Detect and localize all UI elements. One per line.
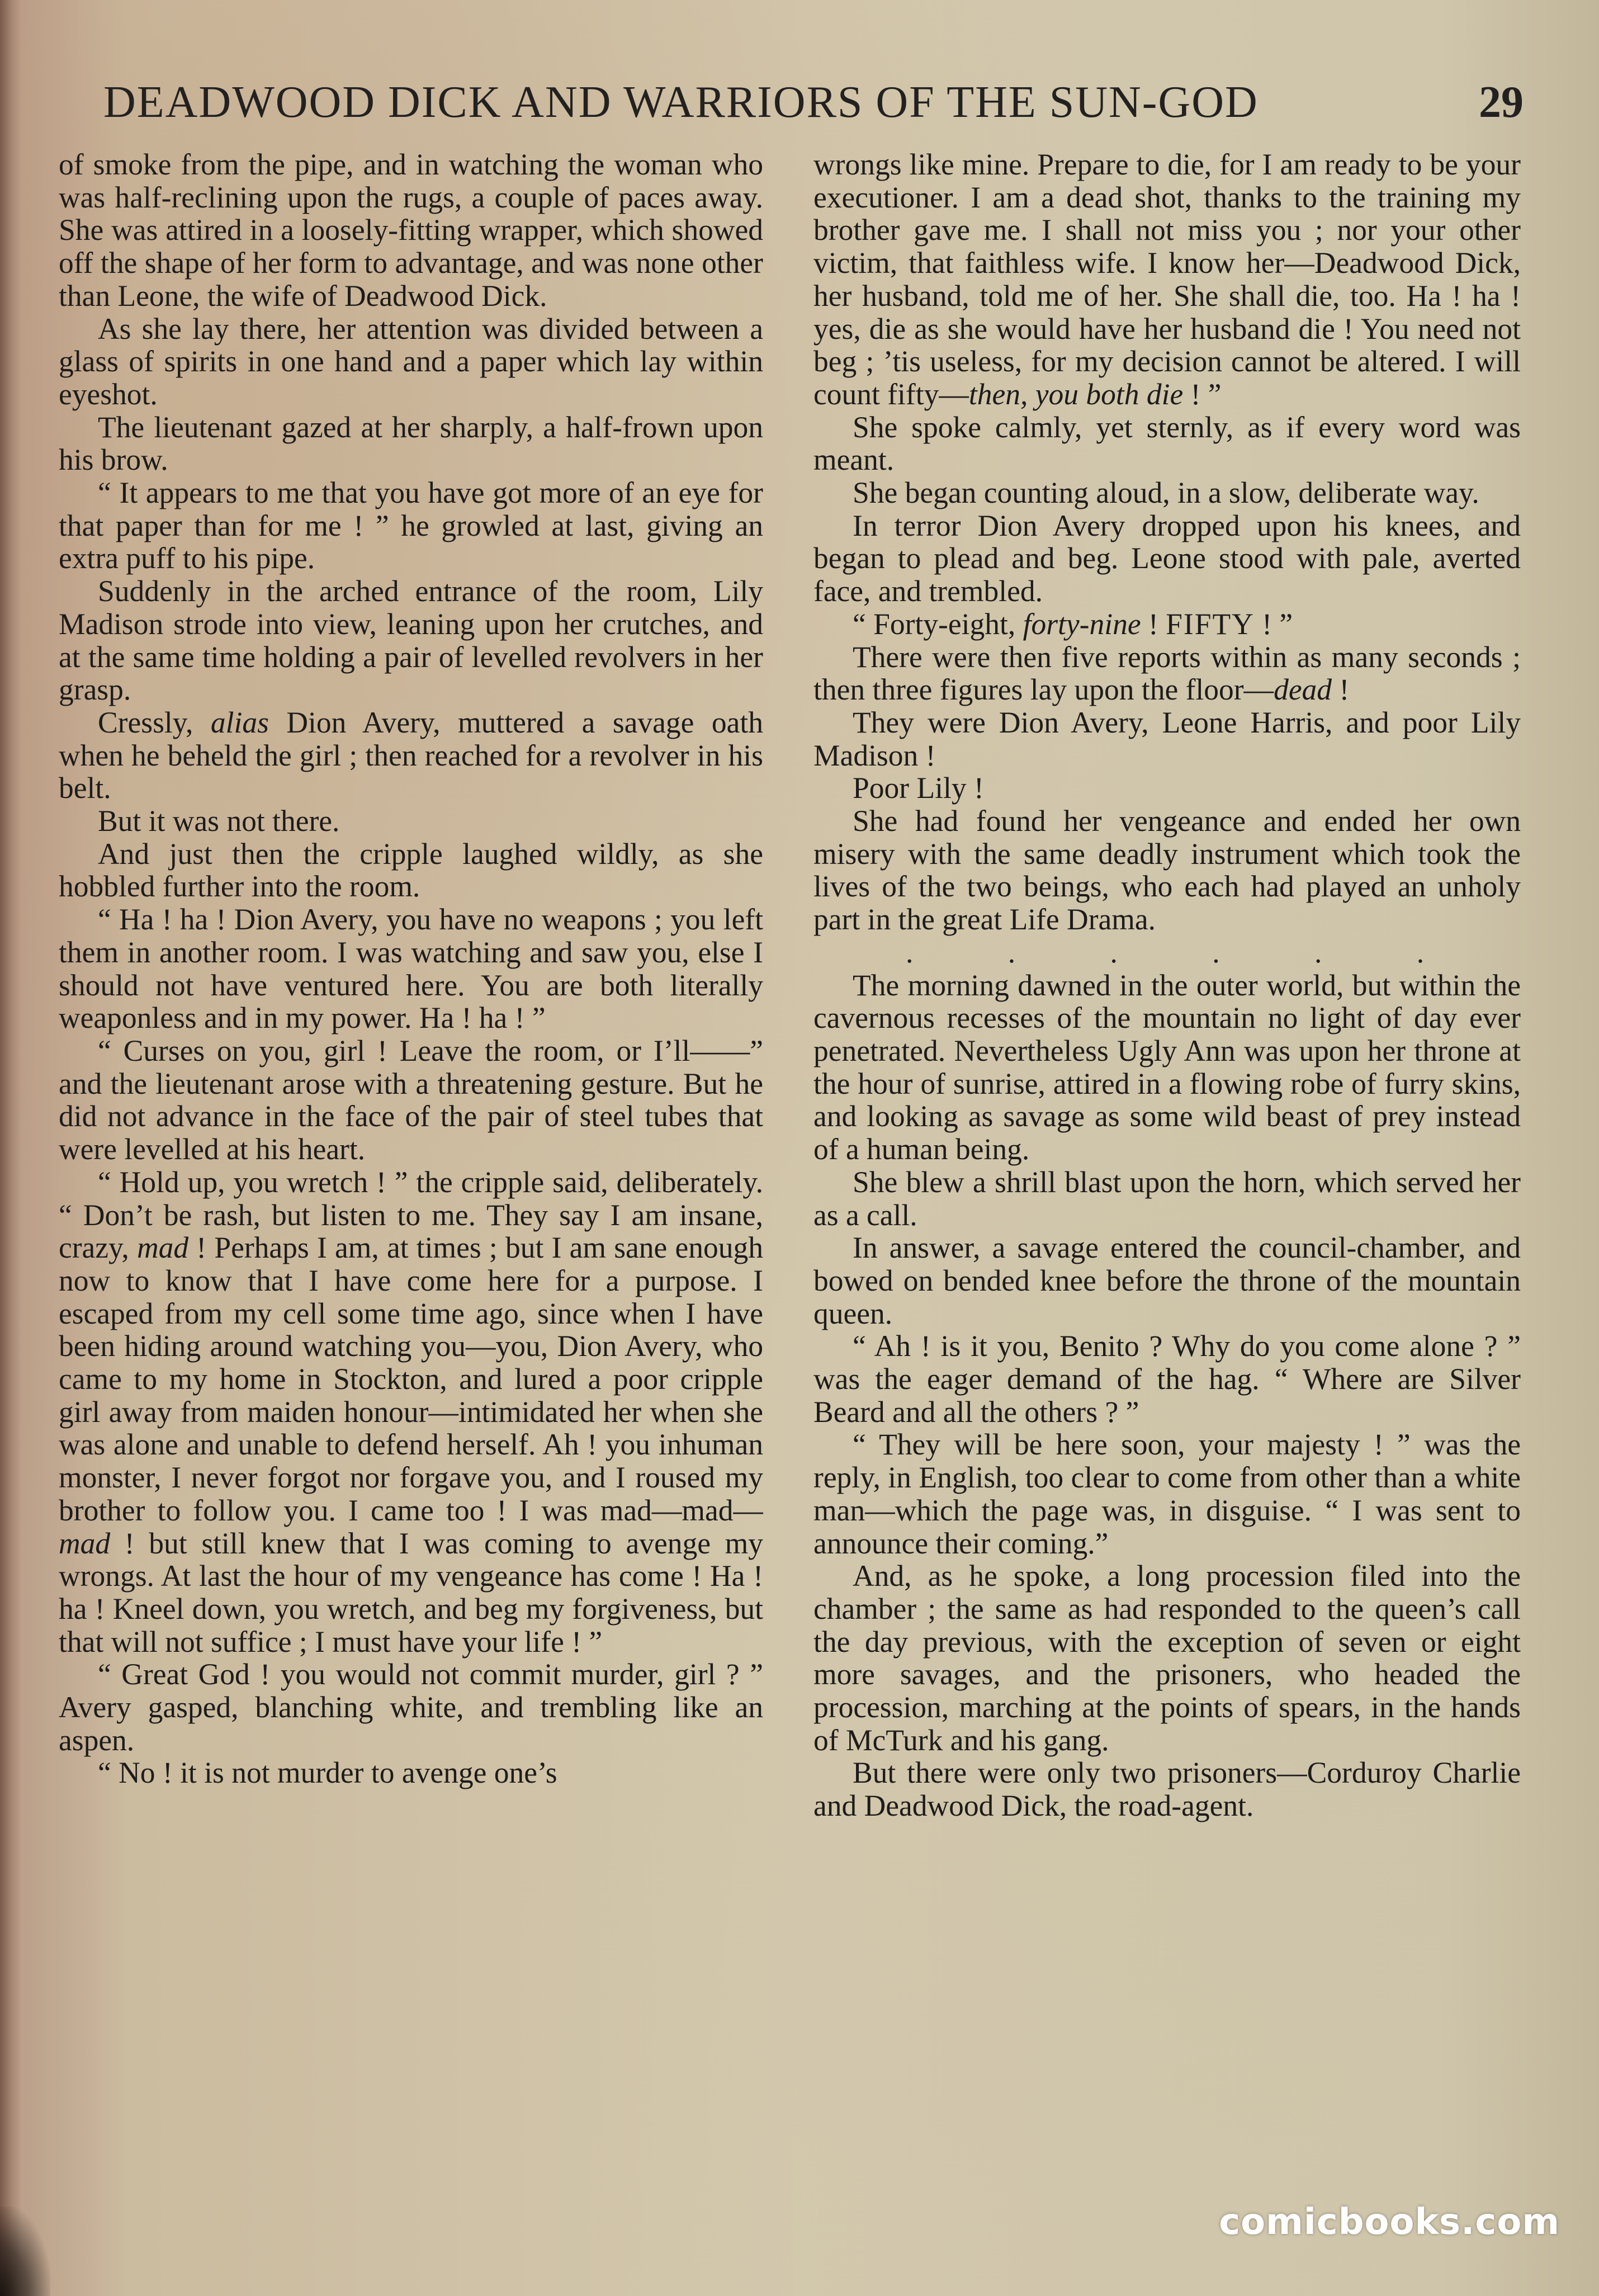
paragraph — [59, 1166, 763, 1659]
paragraph: And, as he spoke, a long procession filed into the chamber ; the same as had responded to the queen’s call the day previous, with the exception of seven or eight more savages, and the prisoners, who headed the procession, marching at the points of spears, in the hands of McTurk and his gang. — [813, 1559, 1521, 1757]
left-column — [59, 148, 763, 2228]
paragraph — [813, 148, 1521, 411]
paragraph: “ Ah ! is it you, Benito ? Why do you come alone ? ” was the eager demand of the hag. “ Where are Silver Beard and all the others ? ” — [813, 1329, 1521, 1429]
paragraph: As she lay there, her attention was divided between a glass of spirits in one hand and a paper which lay within eyeshot. — [59, 311, 763, 411]
text-run: Dion Avery, muttered a savage oath when he beheld the girl ; then reached for a revolver in his belt. — [59, 705, 763, 805]
paragraph: She spoke calmly, yet sternly, as if every word was meant. — [813, 410, 1521, 477]
small-caps-text: FIFTY — [1166, 607, 1255, 641]
text-run: “ Hold up, you wretch ! ” the cripple said, deliberately. “ Don’t be rash, but listen to me. They say I am insane, crazy, — [59, 1165, 763, 1265]
paragraph: “ It appears to me that you have got more of an eye for that paper than for me ! ” he growled at last, giving an extra puff to his pipe. — [59, 476, 763, 575]
paragraph: They were Dion Avery, Leone Harris, and poor Lily Madison ! — [813, 705, 1521, 772]
page-edge — [0, 0, 21, 2296]
site-watermark: comicbooks.com — [1219, 2201, 1560, 2243]
text-run: ! ” — [1183, 377, 1222, 411]
paragraph: “ Curses on you, girl ! Leave the room, or I’ll——” and the lieutenant arose with a threatening gesture. But he did not advance in the face of the pair of steel tubes that were levelled at his heart. — [59, 1033, 763, 1166]
paragraph: In answer, a savage entered the council-chamber, and bowed on bended knee before the throne of the mountain queen. — [813, 1231, 1521, 1330]
section-separator: . . . . . . — [905, 935, 1468, 969]
paragraph: “ No ! it is not murder to avenge one’s — [98, 1756, 557, 1790]
paragraph: But it was not there. — [98, 804, 340, 838]
paragraph: In terror Dion Avery dropped upon his knees, and began to plead and beg. Leone stood with pale, averted face, and trembled. — [813, 508, 1521, 608]
paragraph: “ Ha ! ha ! Dion Avery, you have no weapons ; you left them in another room. I was watching and saw you, else I should not have ventured here. You are both literally weaponless and in my power. Ha ! ha ! ” — [59, 903, 763, 1035]
italic-text: alias — [210, 705, 269, 739]
italic-text: mad — [59, 1526, 111, 1560]
text-run: ! — [1141, 607, 1166, 641]
right-column — [813, 148, 1521, 2228]
paragraph: of smoke from the pipe, and in watching the woman who was half-reclining upon the rugs, a couple of paces away. She was attired in a loosely-fitting wrapper, which showed off the shape of her form to advantage, and was none other than Leone, the wife of Deadwood Dick. — [59, 148, 763, 313]
paragraph: But there were only two prisoners—Corduroy Charlie and Deadwood Dick, the road-agent. — [813, 1756, 1521, 1823]
text-run: There were then five reports within as many seconds ; then three figures lay upon the floor— — [813, 640, 1521, 707]
text-run: ! — [1332, 673, 1350, 707]
running-title: DEADWOOD DICK AND WARRIORS OF THE SUN-GOD — [103, 78, 1259, 127]
page-header — [103, 77, 1524, 133]
paragraph — [813, 608, 1521, 641]
text-run: Cressly, — [98, 705, 211, 739]
text-run: ! but still knew that I was coming to avenge my wrongs. At last the hour of my vengeance has come ! Ha ! ha ! Kneel down, you wretch, and beg my forgiveness, but that will not suffice ; I must have your life ! ” — [59, 1526, 763, 1659]
page-number: 29 — [1479, 78, 1524, 127]
text-run: ! Perhaps I am, at times ; but I am sane enough now to know that I have come here for a purpose. I escaped from my cell some time ago, since when I have been hiding around watching you—you, Dion Avery, who came to my home in Stockton, and lured a poor cripple girl away from maiden honour—intimidated her when she was alone and unable to defend herself. Ah ! you inhuman monster, I never forgot nor forgave you, and I roused my brother to follow you. I came too ! I was mad—mad— — [59, 1231, 763, 1527]
paragraph: And just then the cripple laughed wildly, as she hobbled further into the room. — [59, 837, 763, 904]
italic-text: dead — [1274, 673, 1332, 707]
paragraph: Suddenly in the arched entrance of the room, Lily Madison strode into view, leaning upon her crutches, and at the same time holding a pair of levelled revolvers in her grasp. — [59, 574, 763, 707]
paragraph: The morning dawned in the outer world, but within the cavernous recesses of the mountain no light of day ever penetrated. Nevertheless Ugly Ann was upon her throne at the hour of sunrise, attired in a flowing robe of furry skins, and looking as savage as some wild beast of prey instead of a human being. — [813, 968, 1521, 1166]
italic-text: forty-nine — [1023, 607, 1141, 641]
paragraph: The lieutenant gazed at her sharply, a half-frown upon his brow. — [59, 410, 763, 477]
paragraph: She had found her vengeance and ended her own misery with the same deadly instrument which took the lives of the two beings, who each had played an unholy part in the great Life Drama. — [813, 804, 1521, 937]
text-run: “ Forty-eight, — [853, 607, 1023, 641]
paragraph: “ They will be here soon, your majesty ! ” was the reply, in English, too clear to come from other than a white man—which the page was, in disguise. “ I was sent to announce their coming.” — [813, 1428, 1521, 1560]
text-run: wrongs like mine. Prepare to die, for I am ready to be your executioner. I am a dead shot, thanks to the training my brother gave me. I shall not miss you ; nor your other victim, that faithless wife. I know her—Deadwood Dick, her husband, told me of her. She shall die, too. Ha ! ha ! yes, die as she would have her husband die ! You need not beg ; ’tis useless, for my decision cannot be altered. I will count fifty— — [813, 148, 1521, 411]
paragraph: Poor Lily ! — [853, 771, 984, 805]
paragraph — [813, 641, 1521, 706]
paragraph: “ Great God ! you would not commit murder, girl ? ” Avery gasped, blanching white, and trembling like an aspen. — [59, 1657, 763, 1757]
paragraph — [59, 706, 763, 805]
italic-text: then, you both die — [968, 377, 1184, 411]
paragraph: She began counting aloud, in a slow, deliberate way. — [853, 476, 1479, 510]
text-run: ! ” — [1254, 607, 1293, 641]
corner-shadow — [0, 2207, 50, 2296]
paragraph: She blew a shrill blast upon the horn, which served her as a call. — [813, 1165, 1521, 1232]
italic-text: mad — [136, 1231, 189, 1265]
